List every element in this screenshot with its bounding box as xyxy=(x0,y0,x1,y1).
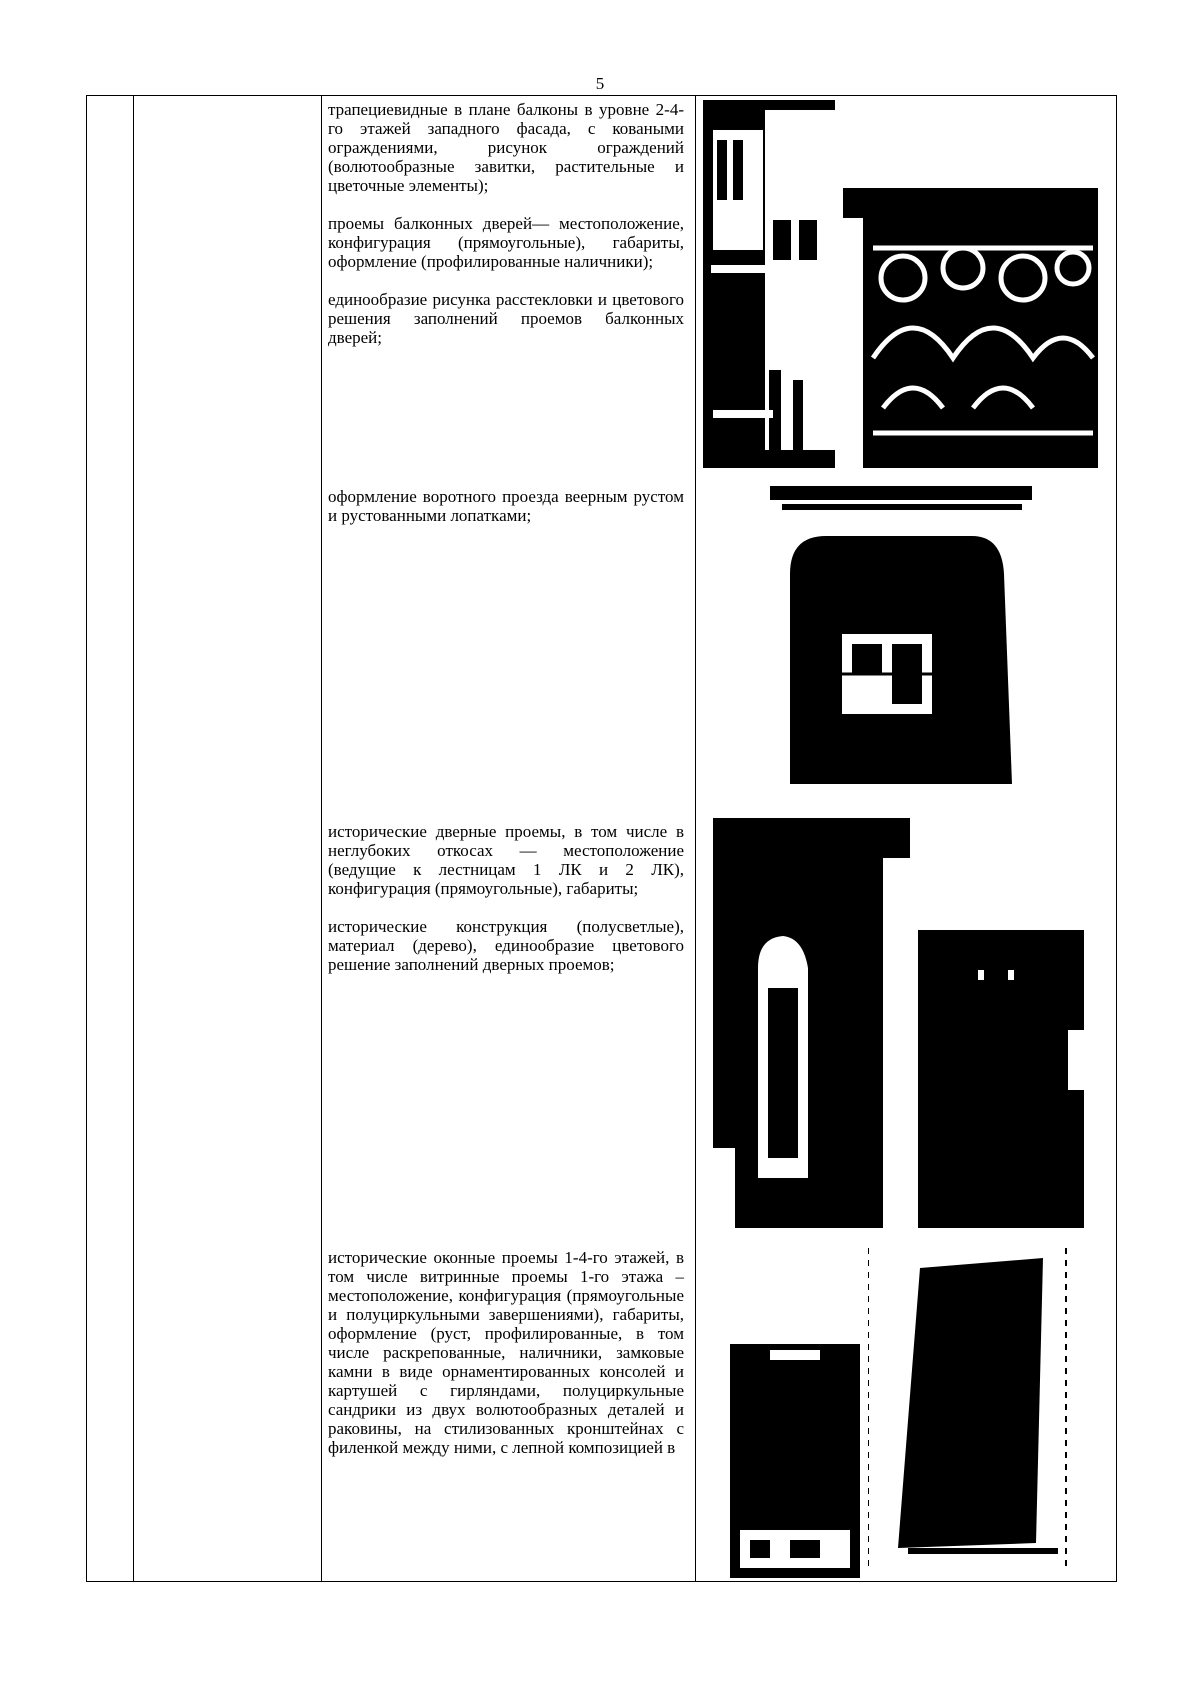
paragraph: исторические дверные проемы, в том числе в неглубоких откосах — местоположение (ведущие к лестницам 1 ЛК и 2 ЛК), конфигурация (прямоугольные), габариты; xyxy=(328,822,684,898)
row-3-text xyxy=(328,822,684,974)
door-photo-left xyxy=(713,818,910,1228)
window-photo-left xyxy=(730,1330,860,1578)
paragraph: единообразие рисунка расстекловки и цветового решения заполнений проемов балконных дверей; xyxy=(328,290,684,347)
row-4-text xyxy=(328,1248,684,1457)
column-divider xyxy=(321,96,322,1581)
door-photo-right xyxy=(918,920,1084,1228)
paragraph: проемы балконных дверей— местоположение, конфигурация (прямоугольные), габариты, оформление (профилированные наличники); xyxy=(328,214,684,271)
gateway-photo xyxy=(742,484,1060,798)
paragraph: трапециевидные в плане балконы в уровне 2-4-го этажей западного фасада, с коваными ограждениями, рисунок ограждений (волютообразные завитки, растительные и цветочные элементы); xyxy=(328,100,684,195)
row-1-text xyxy=(328,100,684,347)
column-divider xyxy=(695,96,696,1581)
row-2-text xyxy=(328,487,684,525)
column-divider xyxy=(133,96,134,1581)
balcony-railing-photo xyxy=(843,158,1098,468)
paragraph: исторические конструкция (полусветлые), материал (дерево), единообразие цветового решение заполнений дверных проемов; xyxy=(328,917,684,974)
page-number: 5 xyxy=(595,74,605,93)
window-photo-right xyxy=(868,1248,1068,1566)
balcony-facade-photo xyxy=(703,100,835,468)
paragraph: исторические оконные проемы 1-4-го этажей, в том числе витринные проемы 1-го этажа – местоположение, конфигурация (прямоугольные и полуциркульными завершениями), габариты, оформление (руст, профилированные, в том числе раскрепованные, наличники, замковые камни в виде орнаментированных консолей и картушей с гирляндами, полуциркульные сандрики из двух волютообразных деталей и раковины, на стилизованных кронштейнах с филенкой между ними, с лепной композицией в xyxy=(328,1248,684,1457)
paragraph: оформление воротного проезда веерным рустом и рустованными лопатками; xyxy=(328,487,684,525)
